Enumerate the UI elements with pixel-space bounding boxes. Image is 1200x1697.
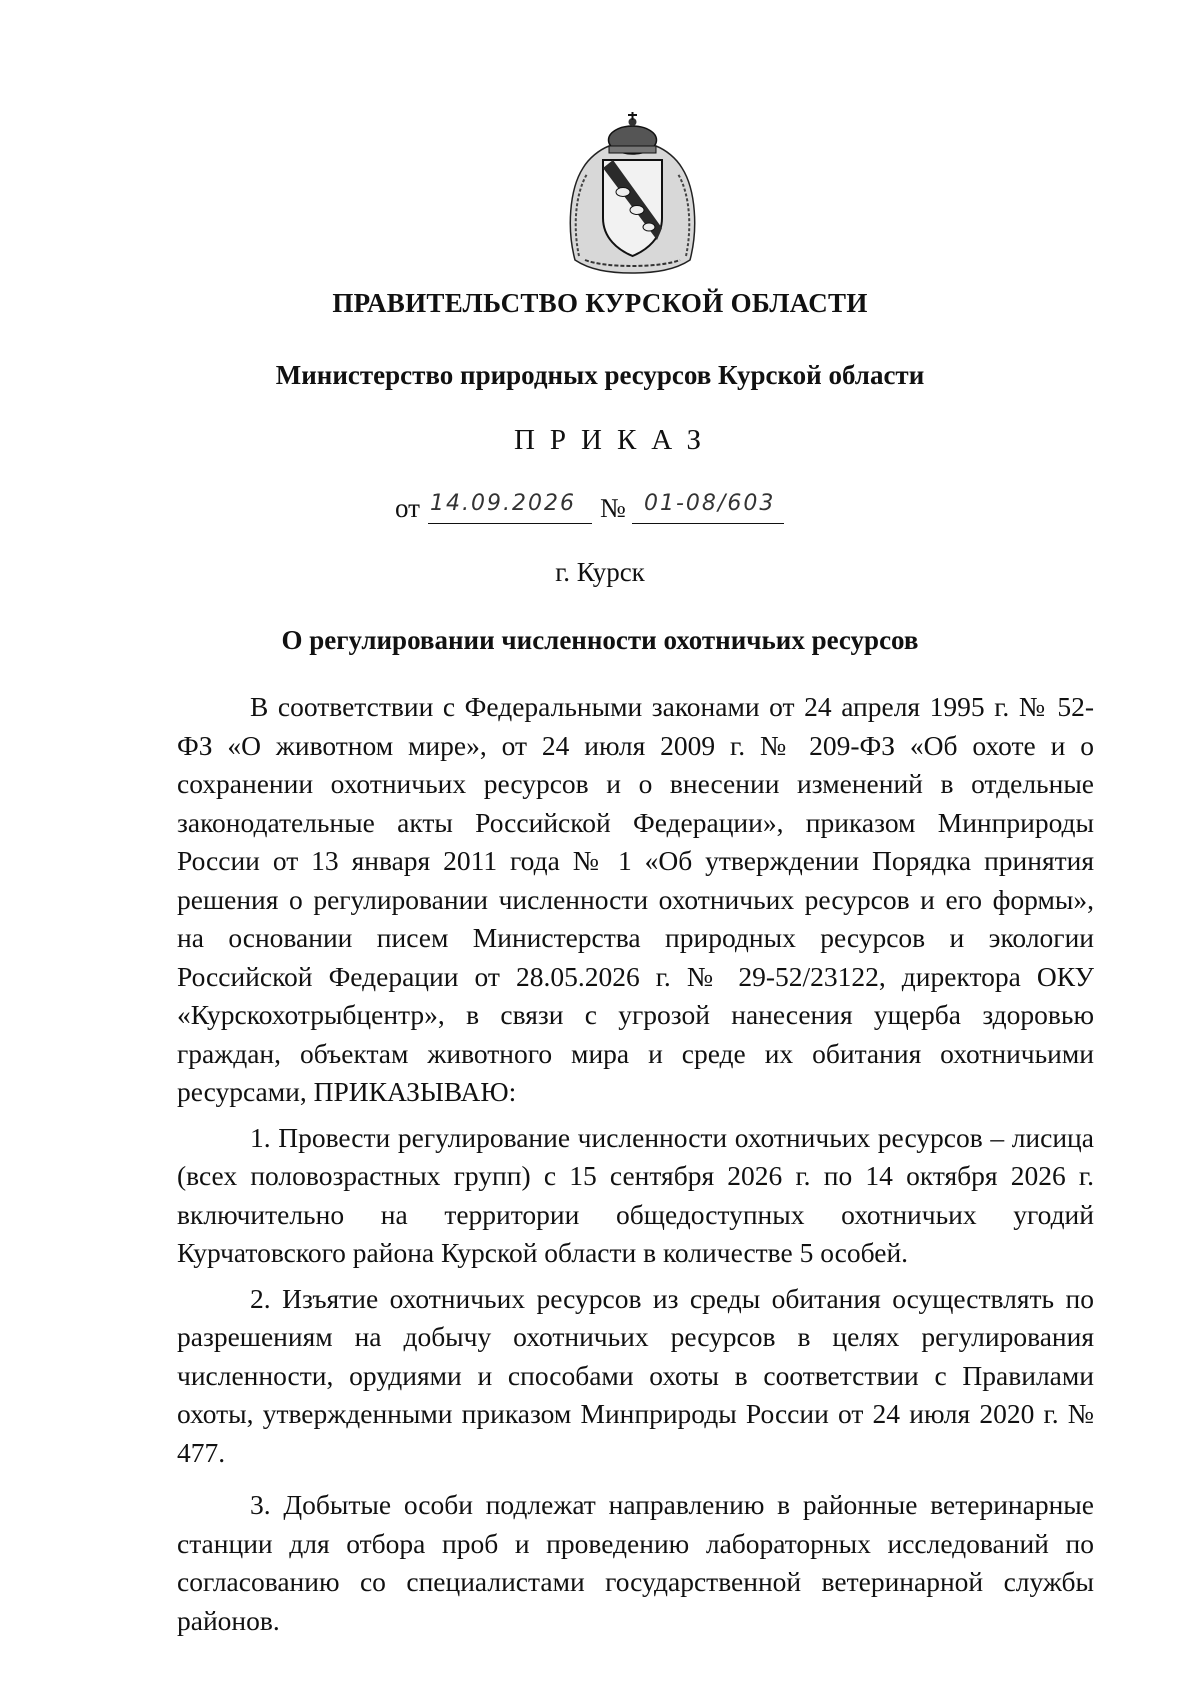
order-body — [177, 688, 1094, 1640]
document-type: ПРИКАЗ — [513, 424, 717, 456]
government-title: ПРАВИТЕЛЬСТВО КУРСКОЙ ОБЛАСТИ — [332, 288, 868, 318]
ministry-title: Министерство природных ресурсов Курской области — [275, 360, 925, 390]
handwritten-number: 01-08/603 — [644, 491, 776, 516]
clause-1: 1. Провести регулирование численности охотничьих ресурсов – лисица (всех половозрастных групп) с 15 сентября 2026 г. по 14 октября 2026 г. включительно на территории общедоступных охотничьих угодий Курчатовского района Курской области в количестве 5 особей. — [177, 1121, 1094, 1268]
preamble-paragraph: В соответствии с Федеральными законами от 24 апреля 1995 г. № 52-ФЗ «О животном мире», от 24 июля 2009 г. № 209-ФЗ «Об охоте и о сохранении охотничьих ресурсов и о внесении изменений в отдельные законодательные акты Российской Федерации», приказом Минприроды России от 13 января 2011 года № 1 «Об утверждении Порядка принятия решения о регулировании численности охотничьих ресурсов и его формы», на основании писем Министерства природных ресурсов и экологии Российской Федерации от 28.05.2026 г. № 29-52/23122, директора ОКУ «Курскохотрыбцентр», в связи с угрозой нанесения ущерба здоровью граждан, объектам животного мира и среде их обитания охотничьими ресурсами, ПРИКАЗЫВАЮ: — [177, 691, 1094, 1107]
handwritten-date: 14.09.2026 — [430, 491, 576, 516]
order-subject: О регулировании численности охотничьих ресурсов — [281, 625, 919, 655]
order-date-number-line — [0, 493, 1200, 537]
coat-of-arms-icon — [565, 110, 700, 275]
clause-3: 3. Добытые особи подлежат направлению в районные ветеринарные станции для отбора проб и проведению лабораторных исследований по согласованию со специалистами государственной ветеринарной службы районов. — [177, 1489, 1094, 1636]
date-underline — [428, 523, 592, 524]
clause-2: 2. Изъятие охотничьих ресурсов из среды обитания осуществлять по разрешениям на добычу охотничьих ресурсов в целях регулирования численности, орудиями и способами охоты в соответствии с Правилами охоты, утвержденными приказом Минприроды России от 24 июля 2020 г. № 477. — [177, 1282, 1094, 1468]
city: г. Курск — [555, 557, 645, 587]
number-label: № — [600, 493, 626, 523]
number-underline — [632, 523, 784, 524]
date-label: от — [395, 493, 420, 523]
